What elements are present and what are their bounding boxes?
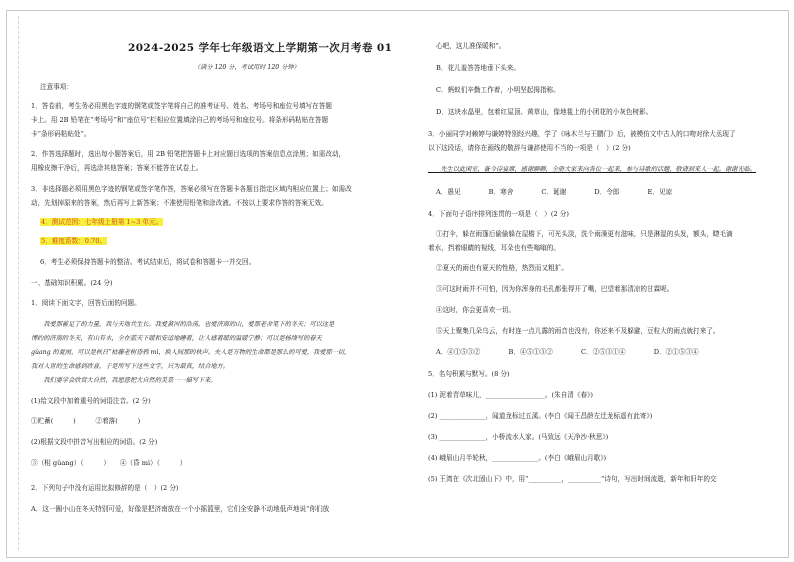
note-4-text: 4．测试范围：七年级上册第 1~3 单元。 (41, 218, 163, 226)
question-1: 1．阅读下面文字，回答后面的问题。 (31, 299, 141, 307)
passage-line-2: 博约的济南的冬天，有山有水，全在蓝天下暖和安适地睡着，让人感着暖的温暖宁静；可以是杨绛写的春天 (31, 335, 322, 342)
section-1-heading: 一、基础知识积累。(24 分) (31, 279, 113, 287)
note-2-line-1: 2．作答选择题时，选出每小题答案后，用 2B 铅笔把答题卡上对应题目选项的答案信息点涂黑；如需改动， (31, 150, 346, 158)
question-1-1: (1)给文段中加着重号的词语注音。(2 分) (31, 397, 151, 405)
question-4-options (436, 346, 725, 359)
q5-item-5: (5) 王湾在《次北固山下》中，用“__________，__________”诗句，写出时间流逝，新年和旧年的交 (428, 475, 717, 483)
note-1-line-1: 1．答卷前，考生务必用黑色字迹的钢笔或签字笔将自己的准考证号、姓名、考场号和座位号填写在答题 (31, 102, 332, 110)
q5-item-2: (2) ______________，闻道龙标过五溪。(李白《闻王昌龄左迁龙标遥有此寄》) (428, 412, 653, 420)
q4-sentence-5: ⑤天上聚集几朵乌云，有时连一点儿露的雨音也没有，你还来不及躲避，豆粒大的雨点就打来了。 (436, 327, 720, 335)
q4-sentence-1-line-2: 着水，挡着眼睛的视线，耳朵也有些嗡嗡的。 (428, 244, 560, 252)
question-3-options (436, 186, 698, 199)
q4-option-a: A．④①⑤③② (436, 348, 481, 356)
q3-option-d: D．令郎 (594, 188, 620, 196)
exam-title: 2024-2025 学年七年级语文上学期第一次月考卷 01 (128, 42, 393, 54)
passage-line-1: 我爱那蓄足了的力量，我与天地共生长。我爱黄河的浩荡，也爱济南的山，爱那老舍笔下的冬天；可以这是 (31, 321, 335, 328)
note-3-line-1: 3．非选择题必须用黑色字迹的钢笔或签字笔作答，答案必须写在答题卡各题目指定区域内相应位置上；如需改 (31, 185, 352, 193)
question-4: 4．下面句子语序排列连贯的一项是（ ）(2 分) (428, 210, 569, 218)
question-2-option-b: B．花儿羞答答地垂下头来。 (436, 64, 520, 72)
question-1-2-items: ③（相 gǔang）（ ） ④（昏 mì）（ ） (31, 459, 187, 467)
binding-margin-line (18, 16, 19, 550)
question-2: 2．下列句子中没有运用比拟修辞的是（ ）(2 分) (31, 484, 179, 492)
question-1-1-items: ①贮蓄( ) ②着落( ) (31, 417, 141, 425)
q2-option-a-cont: 心吧，这儿准保暖和”。 (436, 42, 506, 50)
notes-heading: 注意事项： (40, 83, 73, 91)
q4-sentence-4: ④这时，你会更喜欢一切。 (436, 306, 516, 314)
note-1-line-2: 卡上。用 2B 铅笔在“考场号”和“座位号”栏相应位置填涂自己的考场号和座位号。将条形码粘贴在答题 (31, 116, 329, 124)
note-1-line-3: 卡“条形码粘贴处”。 (31, 130, 91, 138)
q3-option-b: B．寒舍 (488, 188, 514, 196)
q5-item-3: (3) ______________，小桥流水人家。(马致远《天净沙·秋思》) (428, 433, 609, 441)
passage-line-4: 我对人世的生命感到欣喜，于是所写下这些文字，只为最真，结合地方。 (31, 363, 229, 370)
passage-line-5: 我们要学会欣赏大自然，我愿意把大自然的美景一一描写下来。 (31, 377, 217, 384)
q5-item-1: (1) 泥着青草味儿，__________________。(朱自清《春》) (428, 391, 593, 399)
exam-meta: （满分 120 分，考试用时 120 分钟） (194, 64, 300, 71)
q3-option-e: E．见谅 (647, 188, 673, 196)
note-5-text: 5．难度系数：0.70。 (41, 237, 107, 245)
question-2-option-a: A．这一圈小山在冬天特别可爱，好像是把济南放在一个小摇篮里，它们全安静不动地低声地说“你们放 (31, 505, 330, 513)
q4-sentence-2: ②夏天的雨也有夏天的性格，热烈而又粗犷。 (436, 264, 568, 272)
question-2-option-c: C．蚂蚁们辛勤工作着，小明坚起拇指称。 (436, 86, 560, 94)
q4-option-d: D．②①⑤③④ (653, 348, 699, 356)
q4-option-b: B．④⑤①③② (508, 348, 553, 356)
q5-item-4: (4) 峨眉山月半轮秋，______________。(李白《峨眉山月歌》) (428, 454, 607, 462)
question-5: 5．名句积累与默写。(8 分) (428, 370, 510, 378)
q4-sentence-1-line-1: ①打伞，躲在雨篷后偷偷躲在屋檐下，可光头淡，洗个雨澡更有滋味，只是淋湿的头发，额头，睫毛滴 (436, 230, 733, 238)
note-6: 6．考生必须保持答题卡的整洁。考试结束后，将试卷和答题卡一并交回。 (40, 258, 256, 266)
question-3-line-2: 以下这段话，请你在画线的敬辞与谦辞使用不当的一项是（ ）(2 分) (428, 144, 631, 152)
passage-line-3: gǔang 的夏雨，可以是秋日“枯藤老树昏鸦 mì，换人间那的秋声。夫人是万物的生命都是那么的可爱，我爱那一切， (31, 349, 351, 356)
question-1-2: (2)根据文段中拼音写出相应的词语。(2 分) (31, 438, 158, 446)
q4-option-c: C．②⑤③①④ (580, 348, 626, 356)
note-5 (40, 235, 107, 248)
question-3-quote: 先生以此闲室，备今诗宴席，感谢聊聊，全册大家来向各位一起来，参与诗歌的话题，敬请到来人一起。谢谢光临。 (428, 166, 756, 173)
note-4 (40, 216, 163, 229)
question-2-option-d: D．这块水晶里，包着红屋顶、黄草山，像地毯上的小团花的小灰色树影。 (436, 108, 653, 116)
q4-sentence-3: ③可这时雨并不可怕，因为你浑身的毛孔都张得开了嘴，巴望着那清凉的甘霖呢。 (436, 285, 674, 293)
q3-option-a: A．愚见 (436, 188, 461, 196)
question-3-line-1: 3．小丽同学对赖婷与谦婷特别经兴趣，学了《咏木兰与王鹏门》后，被模仿文中古人的口吻对徐大丞现了 (428, 130, 736, 138)
note-2-line-2: 用橡皮擦干净后，再选涂其他答案；答案不能答在试卷上。 (31, 164, 203, 172)
note-3-line-2: 动，先划掉原来的答案，然后再写上新答案；不准使用铅笔和涂改液。不按以上要求作答的答案无效。 (31, 199, 328, 207)
q3-option-c: C．诞谢 (541, 188, 567, 196)
